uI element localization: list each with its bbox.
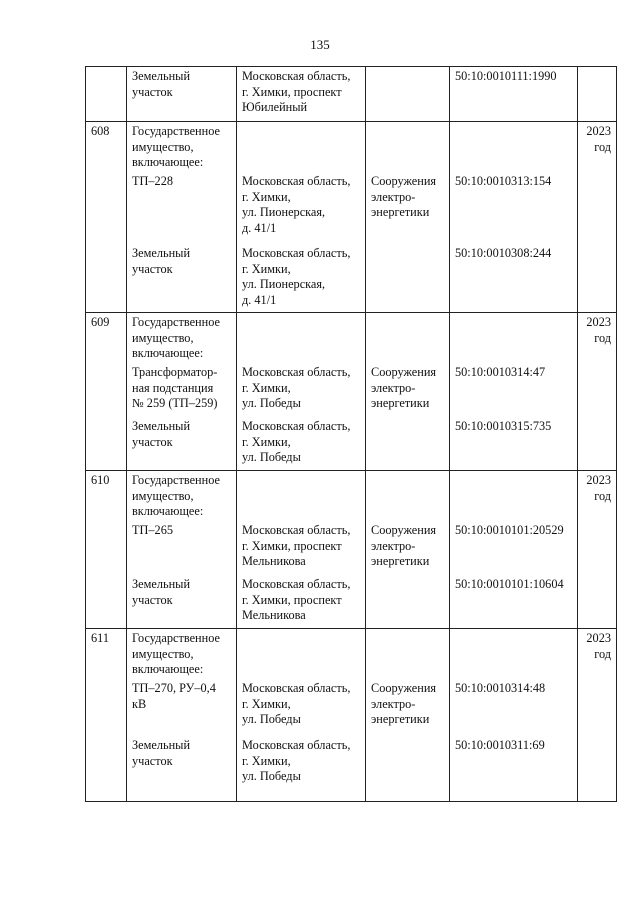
cell-block	[242, 577, 360, 628]
address-line: Московская область,	[242, 523, 351, 537]
cadastral-number: 50:10:0010101:10604	[455, 577, 564, 591]
cadastral-number: 50:10:0010313:154	[455, 174, 552, 188]
cell-block	[132, 523, 231, 577]
object-name-line: Земельный	[132, 577, 191, 591]
cell-block	[242, 738, 360, 801]
cell-block	[242, 246, 360, 312]
object-name-line: Земельный	[132, 246, 191, 260]
cell-block	[371, 315, 444, 365]
cell-block	[242, 174, 360, 246]
group-label-line: имущество,	[132, 139, 194, 154]
cell-block	[132, 174, 231, 246]
number-cell: 609	[86, 313, 127, 471]
cell-block	[242, 631, 360, 681]
object-name-line: Земельный	[132, 69, 191, 83]
address-line: ул. Победы	[242, 450, 301, 465]
address-cell	[237, 313, 366, 471]
object-name-line: ТП–270, РУ–0,4	[132, 681, 216, 695]
cadastral-number-cell	[450, 122, 578, 313]
object-name-line: Земельный	[132, 738, 191, 752]
cell-block	[132, 365, 231, 419]
cell-block	[132, 577, 231, 628]
cell-block	[242, 523, 360, 577]
address-line: Московская область,	[242, 365, 351, 379]
object-name-line: ТП–265	[132, 523, 173, 537]
object-name-line: Земельный	[132, 419, 191, 433]
cadastral-number: 50:10:0010315:735	[455, 419, 552, 433]
cell-block	[132, 124, 231, 174]
cell-block	[242, 419, 360, 470]
year-cell	[578, 629, 617, 802]
year-cell	[578, 67, 617, 122]
object-name-line: участок	[132, 84, 173, 99]
object-name-cell	[127, 629, 237, 802]
cell-block	[455, 365, 572, 419]
object-name-line: № 259 (ТП–259)	[132, 396, 218, 411]
address-line: г. Химки,	[242, 189, 291, 204]
object-type-line: энергетики	[371, 205, 430, 220]
address-line: Московская область,	[242, 738, 351, 752]
object-type-cell	[366, 313, 450, 471]
cell-block	[371, 631, 444, 681]
object-type-line: энергетики	[371, 396, 430, 411]
cadastral-number: 50:10:0010311:69	[455, 738, 545, 752]
object-name-line: участок	[132, 753, 173, 768]
address-line: г. Химки,	[242, 434, 291, 449]
year-line: год	[594, 330, 611, 345]
year-line: 2023	[586, 631, 611, 645]
cell-block	[371, 738, 444, 801]
register-body	[86, 67, 617, 802]
group-label-line: включающее:	[132, 155, 204, 170]
group-label-line: Государственное	[132, 473, 220, 487]
cell-block	[371, 124, 444, 174]
cell-block	[242, 315, 360, 365]
cadastral-number-cell	[450, 313, 578, 471]
year-line: год	[594, 139, 611, 154]
cell-block	[371, 246, 444, 312]
address-line: г. Химки, проспект	[242, 592, 342, 607]
cadastral-number: 50:10:0010308:244	[455, 246, 552, 260]
entry-row	[86, 629, 617, 802]
object-type-line: Сооружения	[371, 523, 437, 537]
object-type-line: энергетики	[371, 712, 430, 727]
address-cell	[237, 629, 366, 802]
year-line: год	[594, 646, 611, 661]
cell-block	[132, 738, 231, 801]
address-line: г. Химки, проспект	[242, 84, 342, 99]
address-line: ул. Победы	[242, 769, 301, 784]
group-label-line: включающее:	[132, 504, 204, 519]
object-name-line: ная подстанция	[132, 380, 214, 395]
address-cell	[237, 471, 366, 629]
object-name-cell	[127, 67, 237, 122]
address-line: Юбилейный	[242, 100, 308, 115]
address-line: ул. Пионерская,	[242, 205, 326, 220]
cadastral-number: 50:10:0010314:48	[455, 681, 546, 695]
object-name-line: ТП–228	[132, 174, 173, 188]
page-number: 135	[310, 37, 330, 52]
address-line: г. Химки,	[242, 753, 291, 768]
object-type-line: Сооружения	[371, 174, 437, 188]
cell-block	[242, 473, 360, 523]
entry-row	[86, 122, 617, 313]
cadastral-number: 50:10:0010314:47	[455, 365, 546, 379]
address-line: Московская область,	[242, 246, 351, 260]
cell-block	[371, 523, 444, 577]
entry-row	[86, 313, 617, 471]
group-label-line: имущество,	[132, 646, 194, 661]
continuation-row	[86, 67, 617, 122]
object-type-cell	[366, 122, 450, 313]
year-line: 2023	[586, 473, 611, 487]
number-cell: 610	[86, 471, 127, 629]
address-line: ул. Победы	[242, 712, 301, 727]
address-line: ул. Победы	[242, 396, 301, 411]
cell-block	[455, 523, 572, 577]
cell-block	[371, 473, 444, 523]
object-type-line: электро-	[371, 538, 416, 553]
object-type-cell	[366, 67, 450, 122]
object-type-line: электро-	[371, 189, 416, 204]
cell-block	[455, 473, 572, 523]
object-name-line: кВ	[132, 696, 147, 711]
cell-block	[371, 365, 444, 419]
cell-block	[455, 577, 572, 628]
object-type-line: Сооружения	[371, 365, 437, 379]
cell-block	[242, 365, 360, 419]
object-name-cell	[127, 122, 237, 313]
cell-block	[242, 681, 360, 738]
number-cell: 611	[86, 629, 127, 802]
address-line: г. Химки,	[242, 380, 291, 395]
cell-block	[455, 315, 572, 365]
cell-block	[132, 631, 231, 681]
cell-block	[455, 174, 572, 246]
group-label-line: имущество,	[132, 488, 194, 503]
number-cell	[86, 67, 127, 122]
group-label-line: имущество,	[132, 330, 194, 345]
address-line: г. Химки,	[242, 261, 291, 276]
group-label-line: Государственное	[132, 315, 220, 329]
object-type-line: Сооружения	[371, 681, 437, 695]
address-line: д. 41/1	[242, 220, 277, 235]
object-name-line: участок	[132, 434, 173, 449]
cell-block	[242, 124, 360, 174]
object-name-line: участок	[132, 592, 173, 607]
cell-block	[455, 738, 572, 801]
cadastral-number-cell	[450, 629, 578, 802]
cell-block	[371, 174, 444, 246]
cell-block	[455, 631, 572, 681]
year-cell	[578, 313, 617, 471]
object-name-cell	[127, 313, 237, 471]
cell-block	[371, 577, 444, 628]
cell-block	[455, 419, 572, 470]
address-line: Московская область,	[242, 69, 351, 83]
cell-block	[455, 246, 572, 312]
cadastral-number-cell	[450, 471, 578, 629]
object-type-cell	[366, 629, 450, 802]
object-type-cell	[366, 471, 450, 629]
cell-block	[132, 246, 231, 312]
object-name-line: участок	[132, 261, 173, 276]
year-line: 2023	[586, 315, 611, 329]
address-line: Мельникова	[242, 608, 306, 623]
address-line: Московская область,	[242, 174, 351, 188]
object-name-line: Трансформатор-	[132, 365, 218, 379]
number-cell: 608	[86, 122, 127, 313]
address-line: Московская область,	[242, 681, 351, 695]
address-line: г. Химки,	[242, 696, 291, 711]
address-cell	[237, 122, 366, 313]
address-line: г. Химки, проспект	[242, 538, 342, 553]
address-line: ул. Пионерская,	[242, 277, 326, 292]
group-label-line: Государственное	[132, 124, 220, 138]
cell-block	[132, 473, 231, 523]
group-label-line: включающее:	[132, 346, 204, 361]
address-line: Московская область,	[242, 577, 351, 591]
year-line: год	[594, 488, 611, 503]
cell-block	[371, 419, 444, 470]
group-label-line: Государственное	[132, 631, 220, 645]
cadastral-number-cell: 50:10:0010111:1990	[450, 67, 578, 122]
year-line: 2023	[586, 124, 611, 138]
address-line: д. 41/1	[242, 292, 277, 307]
address-cell	[237, 67, 366, 122]
object-type-line: энергетики	[371, 554, 430, 569]
cell-block	[371, 681, 444, 738]
entry-row	[86, 471, 617, 629]
object-name-cell	[127, 471, 237, 629]
cell-block	[455, 124, 572, 174]
object-type-line: электро-	[371, 696, 416, 711]
address-line: Мельникова	[242, 554, 306, 569]
cell-block	[132, 681, 231, 738]
address-line: Московская область,	[242, 419, 351, 433]
cell-block	[455, 681, 572, 738]
object-type-line: электро-	[371, 380, 416, 395]
cadastral-number: 50:10:0010101:20529	[455, 523, 564, 537]
cell-block	[132, 315, 231, 365]
cell-block	[132, 419, 231, 470]
property-register-table	[85, 66, 617, 802]
year-cell	[578, 471, 617, 629]
year-cell	[578, 122, 617, 313]
group-label-line: включающее:	[132, 662, 204, 677]
